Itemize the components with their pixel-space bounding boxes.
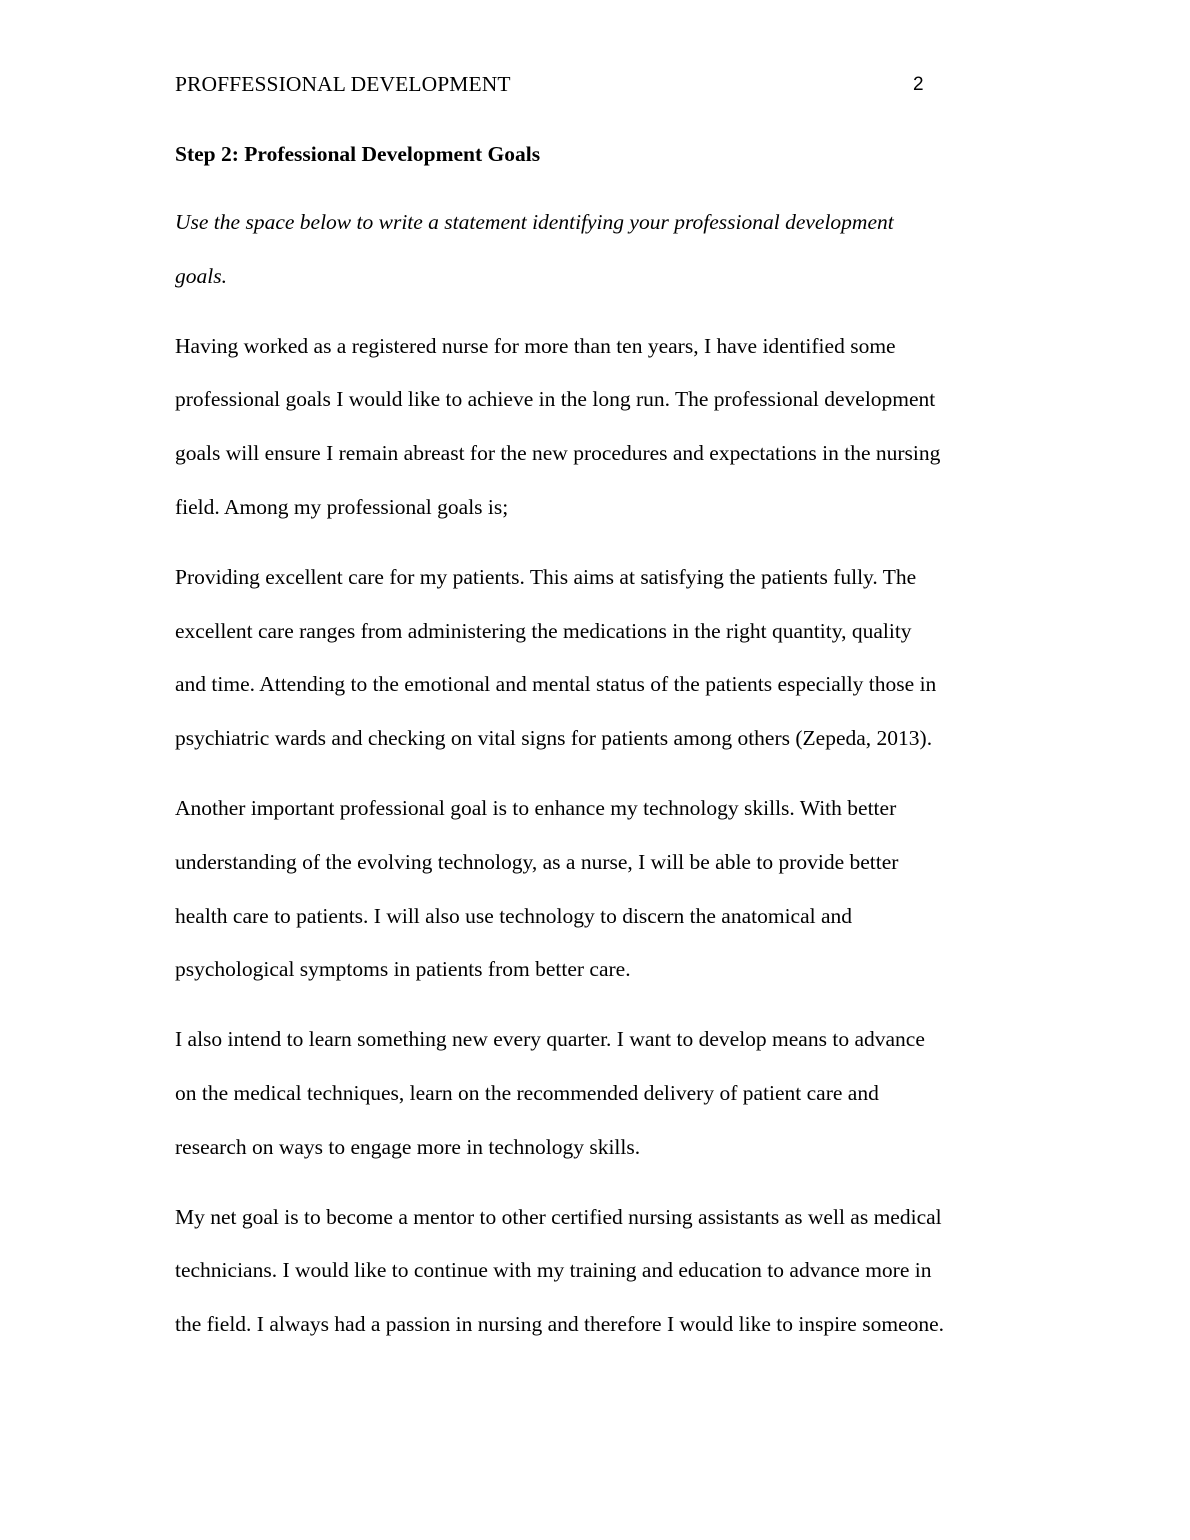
text-line: field. Among my professional goals is;	[175, 494, 509, 519]
running-head: PROFFESSIONAL DEVELOPMENT	[175, 72, 511, 96]
paragraph-intro	[175, 320, 1025, 535]
text-line: Having worked as a registered nurse for more than ten years, I have identified some	[175, 333, 896, 358]
text-line: research on ways to engage more in technology skills.	[175, 1134, 641, 1159]
instruction-text	[175, 196, 1025, 304]
paragraph-continuous-learning	[175, 1013, 1025, 1174]
text-line: on the medical techniques, learn on the recommended delivery of patient care and	[175, 1080, 879, 1105]
text-line: professional goals I would like to achieve in the long run. The professional development	[175, 387, 936, 412]
page-number: 2	[913, 74, 924, 95]
text-line: Another important professional goal is to enhance my technology skills. With better	[175, 795, 897, 820]
paragraph-mentorship	[175, 1191, 1025, 1352]
text-line: goals will ensure I remain abreast for the new procedures and expectations in the nursing	[175, 441, 941, 466]
paragraph-technology-skills	[175, 782, 1025, 997]
text-line: Use the space below to write a statement identifying your professional development	[175, 210, 894, 234]
text-line: health care to patients. I will also use technology to discern the anatomical and	[175, 903, 853, 928]
document-body	[175, 140, 1025, 1352]
text-line: Providing excellent care for my patients. This aims at satisfying the patients fully. The	[175, 564, 917, 589]
section-heading: Step 2: Professional Development Goals	[175, 142, 541, 166]
text-line: goals.	[175, 263, 227, 288]
text-line: excellent care ranges from administering the medications in the right quantity, quality	[175, 618, 912, 643]
text-line: the field. I always had a passion in nursing and therefore I would like to inspire someone.	[175, 1312, 945, 1337]
paragraph-excellent-care	[175, 551, 1025, 766]
text-line: My net goal is to become a mentor to other certified nursing assistants as well as medical	[175, 1204, 942, 1229]
text-line: understanding of the evolving technology, as a nurse, I will be able to provide better	[175, 849, 899, 874]
text-line: psychiatric wards and checking on vital signs for patients among others (Zepeda, 2013).	[175, 726, 933, 751]
text-line: and time. Attending to the emotional and mental status of the patients especially those in	[175, 672, 937, 697]
text-line: I also intend to learn something new every quarter. I want to develop means to advance	[175, 1027, 925, 1052]
text-line: technicians. I would like to continue with my training and education to advance more in	[175, 1258, 932, 1283]
text-line: psychological symptoms in patients from better care.	[175, 957, 631, 982]
